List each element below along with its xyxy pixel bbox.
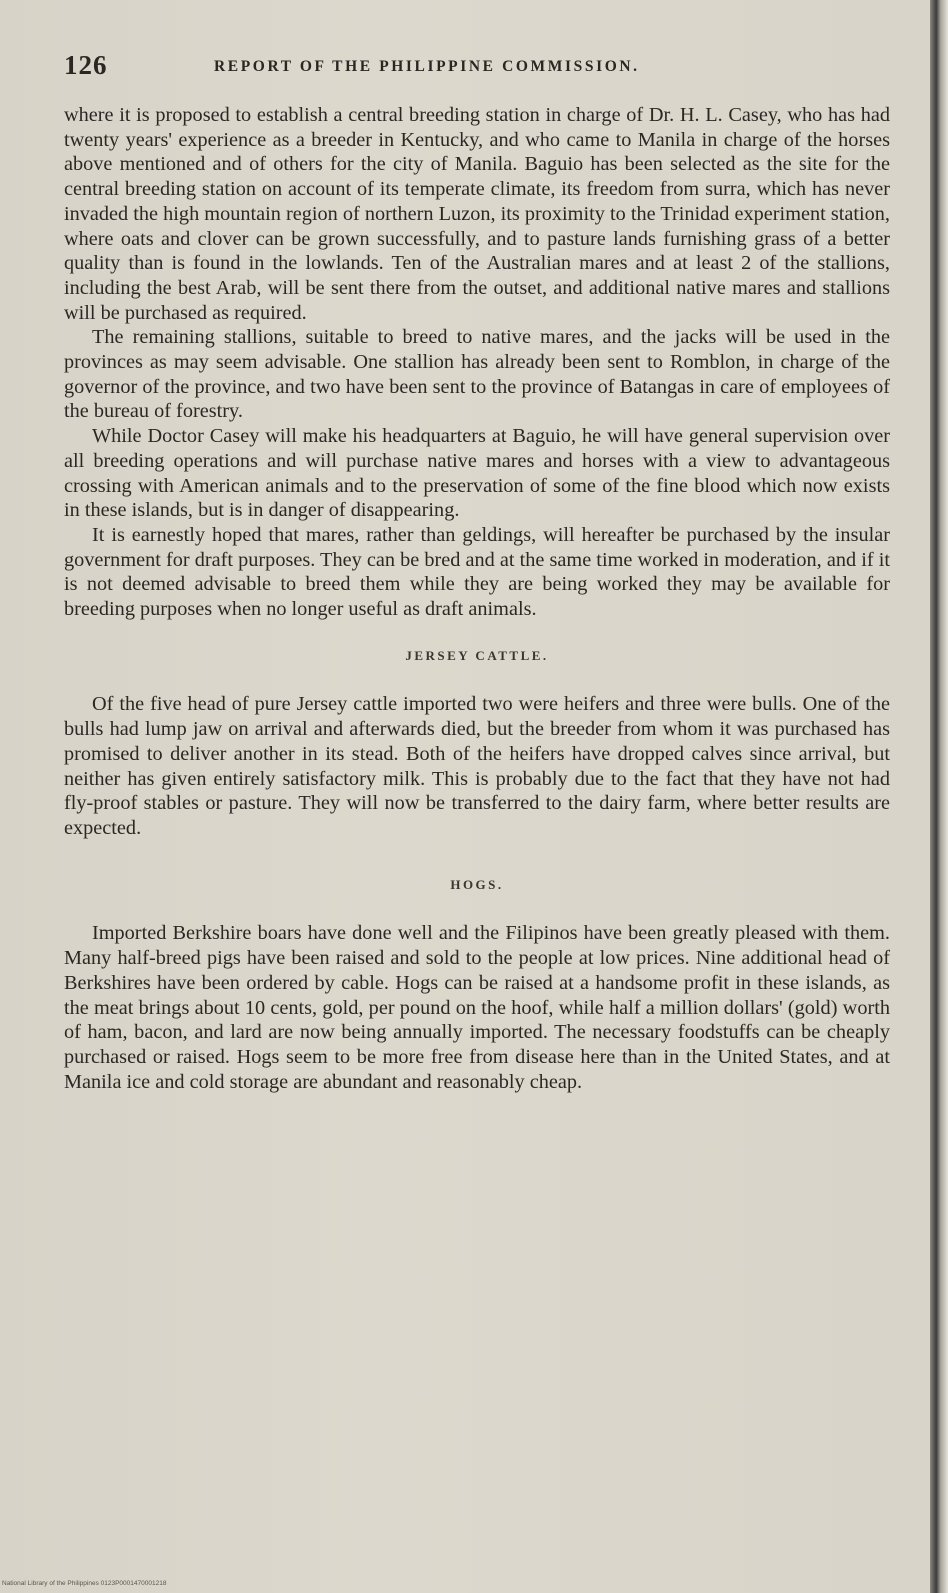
paragraph-mares-draft: It is earnestly hoped that mares, rather than geldings, will hereafter be purchased by the insular government for draft purposes. They can be bred and at the same time worked in moderation, and if it is not deemed advisable to breed them while they are being worked they may be available for breeding purposes when no longer useful as draft animals. <box>64 523 890 621</box>
paragraph-remaining-stallions: The remaining stallions, suitable to breed to native mares, and the jacks will be used in the provinces as may seem advisable. One stallion has already been sent to Romblon, in charge of the governor of the province, and two have been sent to the province of Batangas in care of employees of the bureau of forestry. <box>64 326 890 423</box>
heading-hogs: HOGS. <box>450 876 504 892</box>
paragraph-jersey-cattle: Of the five head of pure Jersey cattle imported two were heifers and three were bulls. One of the bulls had lump jaw on arrival and afterwards died, but the breeder from whom it was purchased has promised to deliver another in its stead. Both of the heifers have dropped calves since arrival, but neither has given entirely satisfactory milk. This is probably due to the fact that they have not had fly-proof stables or pasture. They will now be transferred to the dairy farm, where better results are expected. <box>64 693 890 839</box>
page-header <box>64 50 890 90</box>
paragraph-hogs: Imported Berkshire boars have done well and the Filipinos have been greatly pleased with them. Many half-breed pigs have been raised and sold to the people at low prices. Nine additional head of Berkshires have been ordered by cable. Hogs can be raised at a handsome profit in these islands, as the meat brings about 10 cents, gold, per pound on the hoof, while half a million dollars' (gold) worth of ham, bacon, and lard are now being annually imported. The necessary foodstuffs can be cheaply purchased or raised. Hogs seem to be more free from disease here than in the United States, and at Manila ice and cold storage are abundant and reasonably cheap. <box>64 922 890 1093</box>
page-number: 126 <box>64 50 108 80</box>
heading-jersey-cattle: JERSEY CATTLE. <box>405 647 549 663</box>
body-text <box>64 103 890 1094</box>
paragraph-breeding-station: where it is proposed to establish a central breeding station in charge of Dr. H. L. Casey, who has had twenty years' experience as a breeder in Kentucky, and who came to Manila in charge of the horses above mentioned and of others for the city of Manila. Baguio has been selected as the site for the central breeding station on account of its temperate climate, its freedom from surra, which has never invaded the high mountain region of northern Luzon, its proximity to the Trinidad experiment station, where oats and clover can be grown successfully, and to pasture lands furnishing grass of a better quality than is found in the lowlands. Ten of the Australian mares and at least 2 of the stallions, including the best Arab, will be sent there from the outset, and additional native mares and stallions will be purchased as required. <box>64 104 890 324</box>
paragraph-doctor-casey: While Doctor Casey will make his headquarters at Baguio, he will have general supervision over all breeding operations and will purchase native mares and horses with a view to advantageous crossing with American animals and to the preservation of some of the fine blood which now exists in these islands, but is in danger of disappearing. <box>64 425 890 522</box>
scan-footer: National Library of the Philippines 0123P0001470001218 <box>2 1580 167 1587</box>
page-edge <box>930 0 948 1593</box>
running-head: REPORT OF THE PHILIPPINE COMMISSION. <box>214 58 640 75</box>
